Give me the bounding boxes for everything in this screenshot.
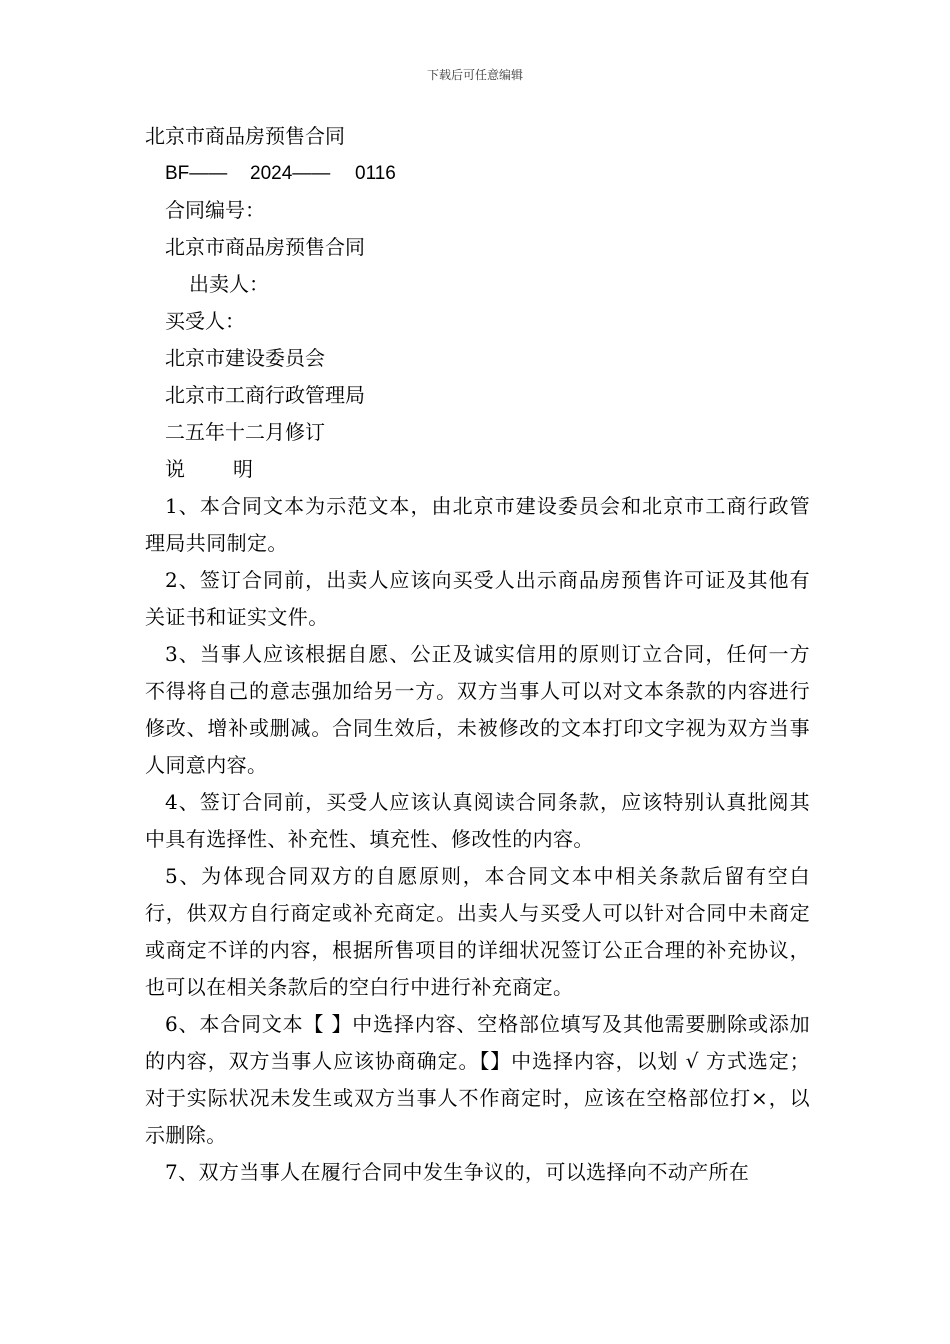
explanation-paragraph-6: 6、本合同文本【 】中选择内容、空格部位填写及其他需要删除或添加的内容，双方当事人应该协商确定。【】中选择内容，以划 √ 方式选定；对于实际状况未发生或双方当事人不作商定时，应该在空格部位打×，以示删除。 (145, 1012, 810, 1147)
contract-no-label: 合同编号： (165, 198, 265, 222)
revision-date: 二五年十二月修订 (165, 420, 325, 444)
contract-code-number: 0116 (355, 163, 396, 184)
issuer-construction-committee: 北京市建设委员会 (165, 346, 325, 370)
buyer-label: 买受人： (165, 309, 245, 333)
explanation-paragraph-7: 7、双方当事人在履行合同中发生争议的，可以选择向不动产所在 (165, 1160, 750, 1184)
explanation-paragraph-3: 3、当事人应该根据自愿、公正及诚实信用的原则订立合同，任何一方不得将自己的意志强加给另一方。双方当事人可以对文本条款的内容进行修改、增补或删减。合同生效后，未被修改的文本打印文字视为双方当事人同意内容。 (145, 642, 810, 777)
header-note: 下载后可任意编辑 (426, 68, 523, 82)
issuer-industry-commerce-bureau: 北京市工商行政管理局 (165, 383, 365, 407)
seller-label: 出卖人： (189, 272, 269, 296)
contract-code-prefix: BF—— (165, 163, 228, 184)
explanation-paragraph-5: 5、为体现合同双方的自愿原则，本合同文本中相关条款后留有空白行，供双方自行商定或补充商定。出卖人与买受人可以针对合同中未商定或商定不详的内容，根据所售项目的详细状况签订公正合理的补充协议，也可以在相关条款后的空白行中进行补充商定。 (145, 864, 810, 999)
contract-code-year: 2024—— (250, 163, 331, 184)
explanation-paragraph-1: 1、本合同文本为示范文本，由北京市建设委员会和北京市工商行政管理局共同制定。 (145, 494, 810, 555)
explanation-paragraph-4: 4、签订合同前，买受人应该认真阅读合同条款，应该特别认真批阅其中具有选择性、补充性、填充性、修改性的内容。 (145, 790, 810, 851)
document-title: 北京市商品房预售合同 (145, 124, 345, 148)
explanation-heading-char2: 明 (233, 457, 253, 481)
document-body (145, 118, 810, 1191)
explanation-heading-char1: 说 (165, 457, 185, 481)
explanation-heading (145, 451, 810, 488)
contract-title-repeat: 北京市商品房预售合同 (165, 235, 365, 259)
contract-code (145, 155, 810, 192)
explanation-paragraph-2: 2、签订合同前，出卖人应该向买受人出示商品房预售许可证及其他有关证书和证实文件。 (145, 568, 810, 629)
